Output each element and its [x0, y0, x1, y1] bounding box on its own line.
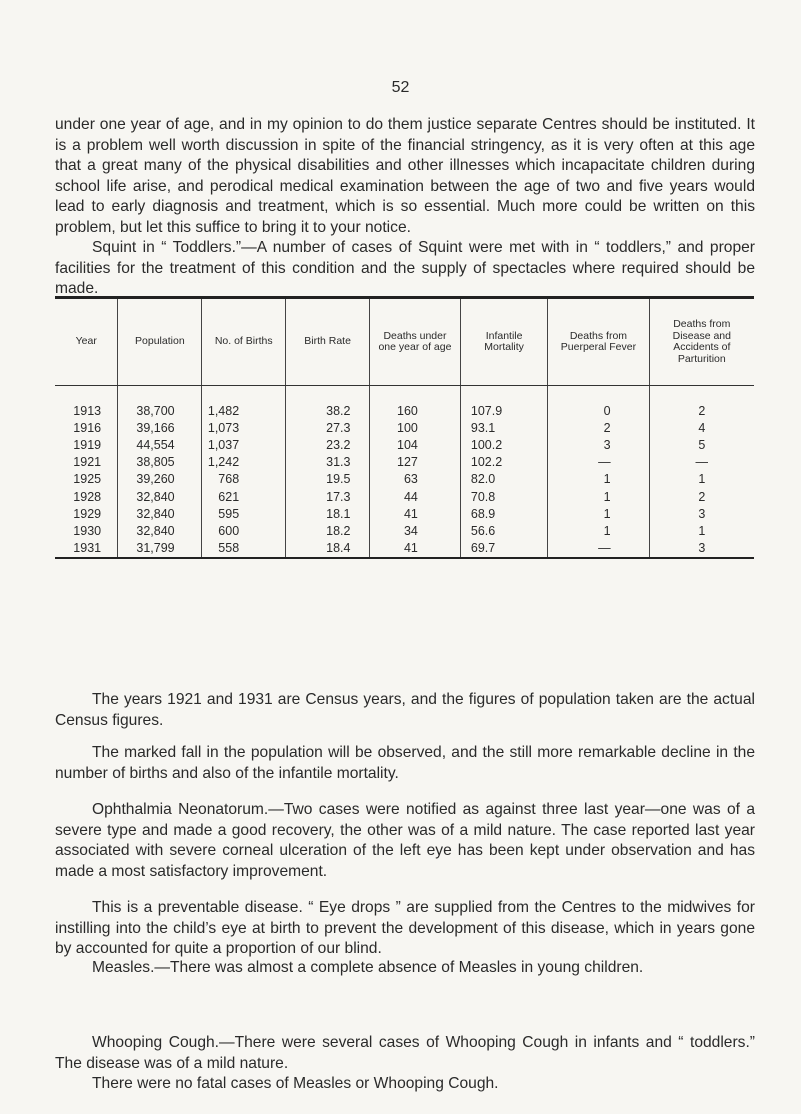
table-row	[55, 454, 754, 471]
cell-infantile-mortality: 107.9	[460, 386, 547, 420]
cell-population: 32,840	[118, 505, 202, 522]
cell-birth-rate: 23.2	[286, 436, 370, 453]
cell-parturition: 3	[649, 505, 754, 522]
table-row	[55, 471, 754, 488]
cell-births: 621	[202, 488, 286, 505]
cell-population: 32,840	[118, 488, 202, 505]
table-header-row	[55, 298, 754, 386]
cell-births: 768	[202, 471, 286, 488]
cell-births: 600	[202, 522, 286, 539]
cell-year: 1930	[73, 523, 102, 538]
paragraph-centres: under one year of age, and in my opinion to do them justice separate Centres should be instituted. It is a problem well worth discussion in spite of the financial stringency, as it is very often at this age that a great many of the physical disabilities and other illnesses which incapacitate children during school life arise, and perodical medical examination between the age of two and five years would lead to early diagnosis and treatment, which is so essential. Much more could be written on this problem, but let this suffice to bring it to your notice.	[55, 116, 755, 236]
cell-parturition: 1	[649, 522, 754, 539]
paragraph-decline: The marked fall in the population will be observed, and the still more remarkable decline in the number of births and also of the infantile mortality.	[55, 744, 755, 782]
cell-population: 31,799	[118, 540, 202, 558]
table-row	[55, 386, 754, 420]
cell-year: 1925	[73, 472, 102, 487]
cell-deaths-under-one: 41	[370, 505, 461, 522]
cell-year: 1919	[73, 437, 102, 452]
table-row	[55, 540, 754, 558]
header-year: Year	[55, 298, 118, 386]
cell-birth-rate: 38.2	[286, 386, 370, 420]
cell-infantile-mortality: 69.7	[460, 540, 547, 558]
cell-population: 32,840	[118, 522, 202, 539]
cell-birth-rate: 31.3	[286, 454, 370, 471]
header-puerperal-fever: Deaths from Puerperal Fever	[548, 298, 649, 386]
cell-year: 1929	[73, 506, 102, 521]
header-population: Population	[118, 298, 202, 386]
cell-puerperal-fever: 2	[548, 419, 649, 436]
cell-births: 558	[202, 540, 286, 558]
cell-population: 39,260	[118, 471, 202, 488]
cell-year: 1913	[73, 403, 102, 418]
cell-birth-rate: 18.4	[286, 540, 370, 558]
cell-deaths-under-one: 104	[370, 436, 461, 453]
paragraph-preventable: This is a preventable disease. “ Eye drops ” are supplied from the Centres to the midwives for instilling into the child’s eye at birth to prevent the development of this disease, which in years gone by accounted for quite a proportion of our blind.	[55, 899, 755, 957]
cell-birth-rate: 18.1	[286, 505, 370, 522]
cell-population: 38,700	[118, 386, 202, 420]
header-birth-rate: Birth Rate	[286, 298, 370, 386]
cell-parturition: 5	[649, 436, 754, 453]
header-deaths-under-one: Deaths under one year of age	[370, 298, 461, 386]
cell-births: 1,073	[202, 419, 286, 436]
cell-parturition: 2	[649, 386, 754, 420]
cell-puerperal-fever: —	[548, 540, 649, 558]
cell-infantile-mortality: 70.8	[460, 488, 547, 505]
cell-infantile-mortality: 100.2	[460, 436, 547, 453]
cell-infantile-mortality: 56.6	[460, 522, 547, 539]
cell-parturition: 3	[649, 540, 754, 558]
cell-puerperal-fever: 1	[548, 488, 649, 505]
cell-year: 1928	[73, 489, 102, 504]
table-row	[55, 436, 754, 453]
table-row	[55, 505, 754, 522]
cell-puerperal-fever: —	[548, 454, 649, 471]
cell-puerperal-fever: 1	[548, 471, 649, 488]
cell-deaths-under-one: 63	[370, 471, 461, 488]
paragraph-no-fatal-cases: There were no fatal cases of Measles or Whooping Cough.	[92, 1075, 499, 1092]
cell-population: 44,554	[118, 436, 202, 453]
cell-births: 1,242	[202, 454, 286, 471]
cell-population: 39,166	[118, 419, 202, 436]
cell-year: 1931	[73, 541, 102, 556]
header-infantile-mortality: Infantile Mortality	[460, 298, 547, 386]
cell-birth-rate: 27.3	[286, 419, 370, 436]
cell-births: 1,037	[202, 436, 286, 453]
cell-parturition: 2	[649, 488, 754, 505]
table-row	[55, 419, 754, 436]
cell-birth-rate: 19.5	[286, 471, 370, 488]
paragraph-ophthalmia: Ophthalmia Neonatorum.—Two cases were notified as against three last year—one was of a severe type and made a good recovery, the other was of a mild nature. The case reported last year associated with severe corneal ulceration of the left eye has been kept under observation and has made a most satisfactory improvement.	[55, 801, 755, 880]
cell-parturition: 1	[649, 471, 754, 488]
cell-puerperal-fever: 0	[548, 386, 649, 420]
cell-infantile-mortality: 93.1	[460, 419, 547, 436]
cell-deaths-under-one: 34	[370, 522, 461, 539]
cell-deaths-under-one: 127	[370, 454, 461, 471]
cell-infantile-mortality: 82.0	[460, 471, 547, 488]
table-row	[55, 522, 754, 539]
cell-parturition: 4	[649, 419, 754, 436]
cell-population: 38,805	[118, 454, 202, 471]
cell-birth-rate: 17.3	[286, 488, 370, 505]
cell-year: 1921	[73, 455, 102, 470]
cell-puerperal-fever: 1	[548, 522, 649, 539]
cell-year: 1916	[73, 420, 102, 435]
page-number: 52	[391, 79, 410, 96]
vital-statistics-table	[55, 296, 754, 559]
cell-infantile-mortality: 102.2	[460, 454, 547, 471]
cell-births: 1,482	[202, 386, 286, 420]
cell-deaths-under-one: 44	[370, 488, 461, 505]
cell-puerperal-fever: 1	[548, 505, 649, 522]
paragraph-squint: Squint in “ Toddlers.”—A number of cases of Squint were met with in “ toddlers,” and proper facilities for the treatment of this condition and the supply of spectacles where required should be made.	[55, 239, 755, 297]
cell-parturition: —	[649, 454, 754, 471]
paragraph-whooping-cough: Whooping Cough.—There were several cases of Whooping Cough in infants and “ toddlers.” The disease was of a mild nature.	[55, 1034, 755, 1072]
header-parturition: Deaths from Disease and Accidents of Parturition	[649, 298, 754, 386]
cell-puerperal-fever: 3	[548, 436, 649, 453]
table-row	[55, 488, 754, 505]
cell-infantile-mortality: 68.9	[460, 505, 547, 522]
cell-deaths-under-one: 100	[370, 419, 461, 436]
cell-deaths-under-one: 41	[370, 540, 461, 558]
paragraph-census: The years 1921 and 1931 are Census years, and the figures of population taken are the actual Census figures.	[55, 691, 755, 729]
cell-births: 595	[202, 505, 286, 522]
cell-deaths-under-one: 160	[370, 386, 461, 420]
cell-birth-rate: 18.2	[286, 522, 370, 539]
header-births: No. of Births	[202, 298, 286, 386]
paragraph-measles: Measles.—There was almost a complete absence of Measles in young children.	[92, 959, 644, 976]
